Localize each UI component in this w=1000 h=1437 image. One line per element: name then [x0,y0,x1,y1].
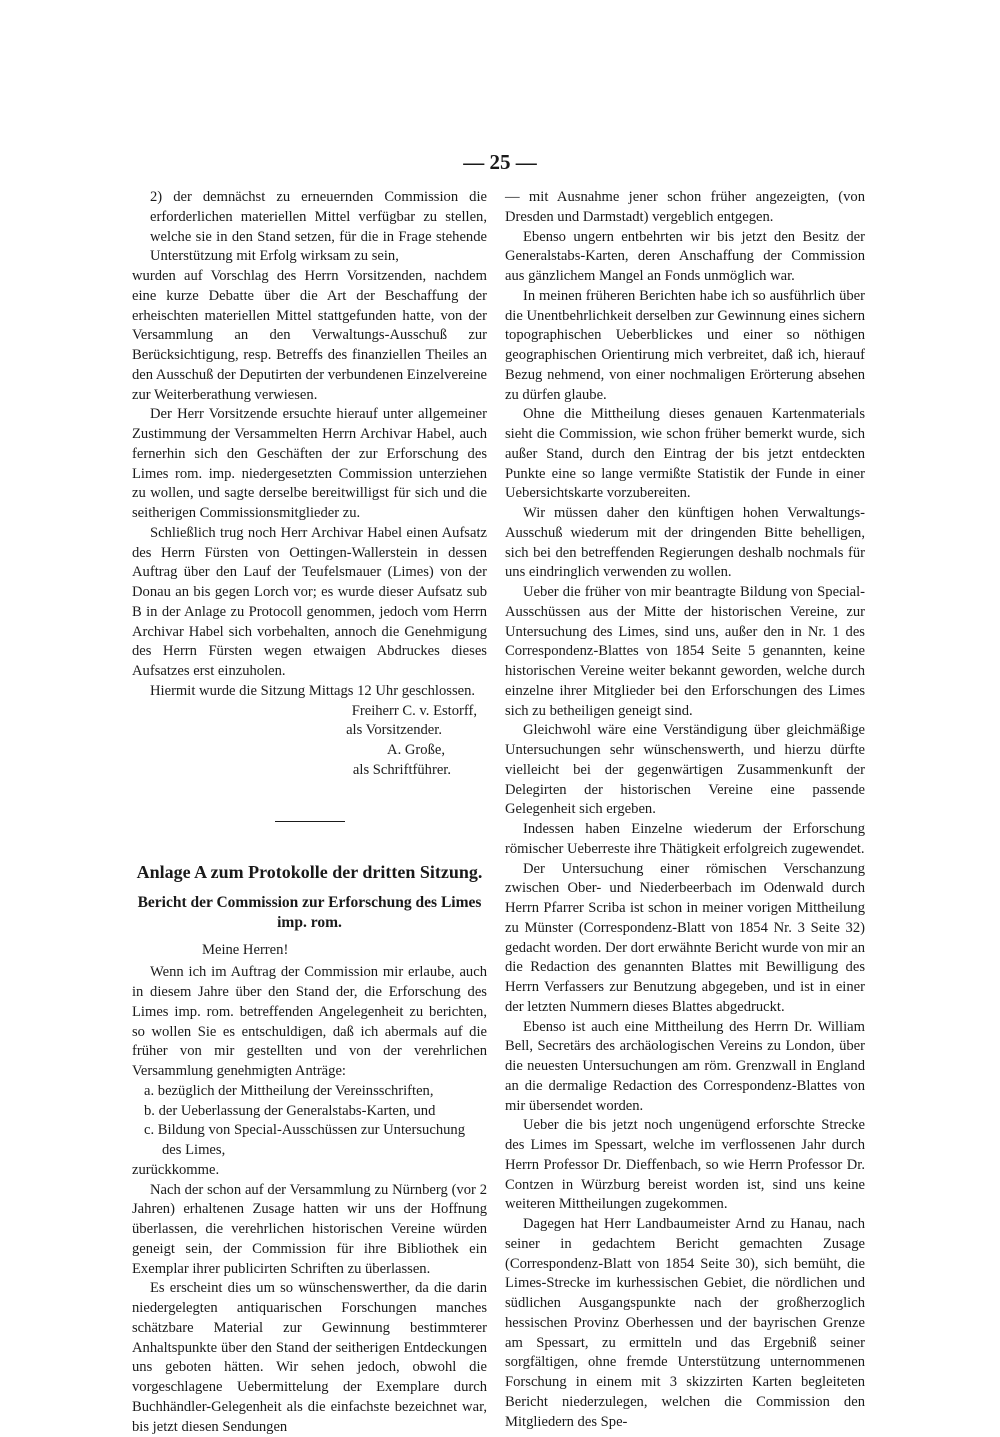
paragraph: Indessen haben Einzelne wiederum der Erforschung römischer Ueberreste ihre Thätigkeit erfolgreich zugewendet. [505,821,865,857]
page-number: — 25 — [463,150,537,174]
right-column [505,188,865,1432]
paragraph: Ueber die früher von mir beantragte Bildung von Special-Ausschüssen aus der Mitte der historischen Vereine, zur Untersuchung des Limes, sind uns, außer den in Nr. 1 des Correspondenz-Blattes von 1854 Seite 5 genannten, keine historischen Vereine weiter bekannt geworden, welche durch einzelne ihrer Mitglieder bei den Erforschungen des Limes sich zu betheiligen geneigt sind. [505,584,865,719]
chair-role: als Vorsitzender. [346,722,442,739]
chair-signature: Freiherr C. v. Estorff, [351,702,477,719]
secretary-role: als Schriftführer. [352,761,451,778]
paragraph: Der Herr Vorsitzende ersuchte hierauf unter allgemeiner Zustimmung der Versammelten Herrn Archivar Habel, auch fernerhin sich den Geschäften der zur Erforschung des Limes rom. imp. niedergesetzten Commission unterziehen zu wollen, und sagte derselbe bereitwilligst für sich und die seitherigen Commissionsmitglieder zu. [132,406,487,521]
list-end: zurückkomme. [132,1161,220,1178]
left-column [132,188,487,1437]
section-divider [275,821,345,822]
section-subheading: Bericht der Commission zur Erforschung des Limes imp. rom. [137,893,482,931]
section-heading: Anlage A zum Protokolle der dritten Sitzung. [136,861,483,882]
paragraph: Nach der schon auf der Versammlung zu Nürnberg (vor 2 Jahren) erhaltenen Zusage hatten wir uns der Hoffnung überlassen, die verehrlichen historischen Vereine würden geneigt sein, der Commission für ihre Bibliothek ein Exemplar ihrer publicirten Schriften zu überlassen. [132,1181,487,1277]
closing-line: Hiermit wurde die Sitzung Mittags 12 Uhr geschlossen. [150,682,476,699]
paragraph: wurden auf Vorschlag des Herrn Vorsitzenden, nachdem eine kurze Debatte über die Art der Beschaffung der erheischten materiellen Mittel stattgefunden hatte, von der Versammlung an den Verwaltungs-Ausschuß zur Berücksichtigung, resp. Betreffs des finanziellen Theiles an den Ausschuß der Deputirten der verbundenen Einzelvereine zur Weiterberathung verwiesen. [132,268,487,403]
salutation: Meine Herren! [202,941,289,958]
paragraph: Ueber die bis jetzt noch ungenügend erforschte Strecke des Limes im Spessart, welche im verflossenen Jahr durch Herrn Professor Dr. Dieffenbach, so wie Herrn Professor Dr. Contzen in Würzburg bereist worden ist, sind uns keine weiteren Mittheilungen zugekommen. [505,1117,865,1213]
paragraph: Ebenso ungern entbehrten wir bis jetzt den Besitz der Generalstabs-Karten, deren Anschaffung der Commission aus gänzlichem Mangel an Fonds unmöglich war. [505,228,865,284]
paragraph: Gleichwohl wäre eine Verständigung über gleichmäßige Untersuchungen sehr wünschenswerth, und hierzu dürfte vielleicht bei der gegenwärtigen Zusammenkunft der Delegirten der historischen Vereine eine passende Gelegenheit sich ergeben. [505,722,865,818]
paragraph: Dagegen hat Herr Landbaumeister Arnd zu Hanau, nach seiner in gedachtem Bericht gemachten Zusage (Correspondenz-Blatt von 1854 Seite 30), sich bemüht, die Limes-Strecke im kurhessischen Gebiet, die nördlichen und südlichen Ausgangspunkte nach der großherzoglich hessischen Provinz Oberhessen und der bayrischen Grenze am Spessart, zu ermitteln und das Ergebniß seiner sorgfältigen, ohne fremde Unterstützung unternommenen Forschung in einem mit 3 skizzirten Karten begleiteten Bericht niederzulegen, welchen die Commission den Mitgliedern des Spe- [505,1216,865,1430]
paragraph: Der Untersuchung einer römischen Verschanzung zwischen Ober- und Niederbeerbach im Odenwald durch Herrn Pfarrer Scriba ist schon in meiner vorigen Mittheilung zu Münster (Correspondenz-Blatt von 1854 Nr. 3 Seite 32) gedacht worden. Der dort erwähnte Bericht wurde von mir an die Redaction des genannten Blattes mit Bewilligung des Herrn Verfassers zur Benutzung abgegeben, und ist in einer der letzten Nummern dieses Blattes abgedruckt. [505,860,865,1015]
list-item: a. bezüglich der Mittheilung der Vereinsschriften, [144,1082,434,1099]
list-item: c. Bildung von Special-Ausschüssen zur Untersuchung [144,1122,466,1139]
secretary-signature: A. Große, [387,742,445,758]
paragraph: — mit Ausnahme jener schon früher angezeigten, (von Dresden und Darmstadt) vergeblich entgegen. [505,189,865,225]
paragraph: Ohne die Mittheilung dieses genauen Kartenmaterials sieht die Commission, wie schon früher bemerkt wurde, sich außer Stand, durch den Eintrag der bis jetzt entdeckten Punkte eine so lange vermißte Statistik der Funde in einer Uebersichtskarte vorzubereiten. [505,406,865,502]
paragraph: Wenn ich im Auftrag der Commission mir erlaube, auch in diesem Jahre über den Stand der, die Erforschung des Limes imp. rom. betreffenden Angelegenheit zu berichten, so wollen Sie es entschuldigen, daß ich abermals auf die früher von mir gestellten und von der verehrlichen Versammlung genehmigten Anträge: [132,964,487,1079]
paragraph: Schließlich trug noch Herr Archivar Habel einen Aufsatz des Herrn Fürsten von Oettingen-Wallerstein in dessen Auftrag über den Lauf der Teufelsmauer (Limes) von der Donau an bis gegen Lorch vor; es wurde dieser Aufsatz sub B in der Anlage zu Protocoll genommen, jedoch vom Herrn Archivar Habel sich vorbehalten, annoch die Genehmigung des Herrn Fürsten wegen etwaigen Abdruckes dieses Aufsatzes erst einzuholen. [132,524,487,679]
numbered-item-2: 2) der demnächst zu erneuernden Commission die erforderlichen materiellen Mittel verfügbar zu stellen, welche sie in den Stand setzen, für die in Frage stehende Unterstützung mit Erfolg wirksam zu sein, [150,189,487,265]
paragraph: In meinen früheren Berichten habe ich so ausführlich über die Unentbehrlichkeit derselben zur Gewinnung eines sichern topographischen Ueberblickes und einer so nöthigen geographischen Orientirung mich verbreitet, daß ich, hierauf Bezug nehmend, von einer nochmaligen Erörterung absehen zu dürfen glaube. [505,287,865,403]
paragraph: Wir müssen daher den künftigen hohen Verwaltungs-Ausschuß wiederum mit der dringenden Bitte behelligen, sich bei den betreffenden Regierungen deshalb nochmals für uns eindringlich verwenden zu wollen. [505,505,865,581]
paragraph: Es erscheint dies um so wünschenswerther, da die darin niedergelegten antiquarischen Forschungen manches schätzbare Material zur Gewinnung bestimmterer Anhaltspunkte über den Stand der seitherigen Entdeckungen uns geboten hätten. Wir sehen jedoch, obwohl die vorgeschlagene Uebermittelung der Exemplare durch Buchhändler-Gelegenheit als die einfachste bezeichnet war, bis jetzt diesen Sendungen [132,1280,487,1435]
paragraph: Ebenso ist auch eine Mittheilung des Herrn Dr. William Bell, Secretärs des archäologischen Vereins zu London, über die neuesten Untersuchungen am röm. Grenzwall in England an die dermalige Redaction des Correspondenz-Blattes von mir übersendet worden. [505,1018,865,1114]
list-item-continuation: des Limes, [162,1142,226,1158]
list-item: b. der Ueberlassung der Generalstabs-Karten, und [144,1102,436,1119]
